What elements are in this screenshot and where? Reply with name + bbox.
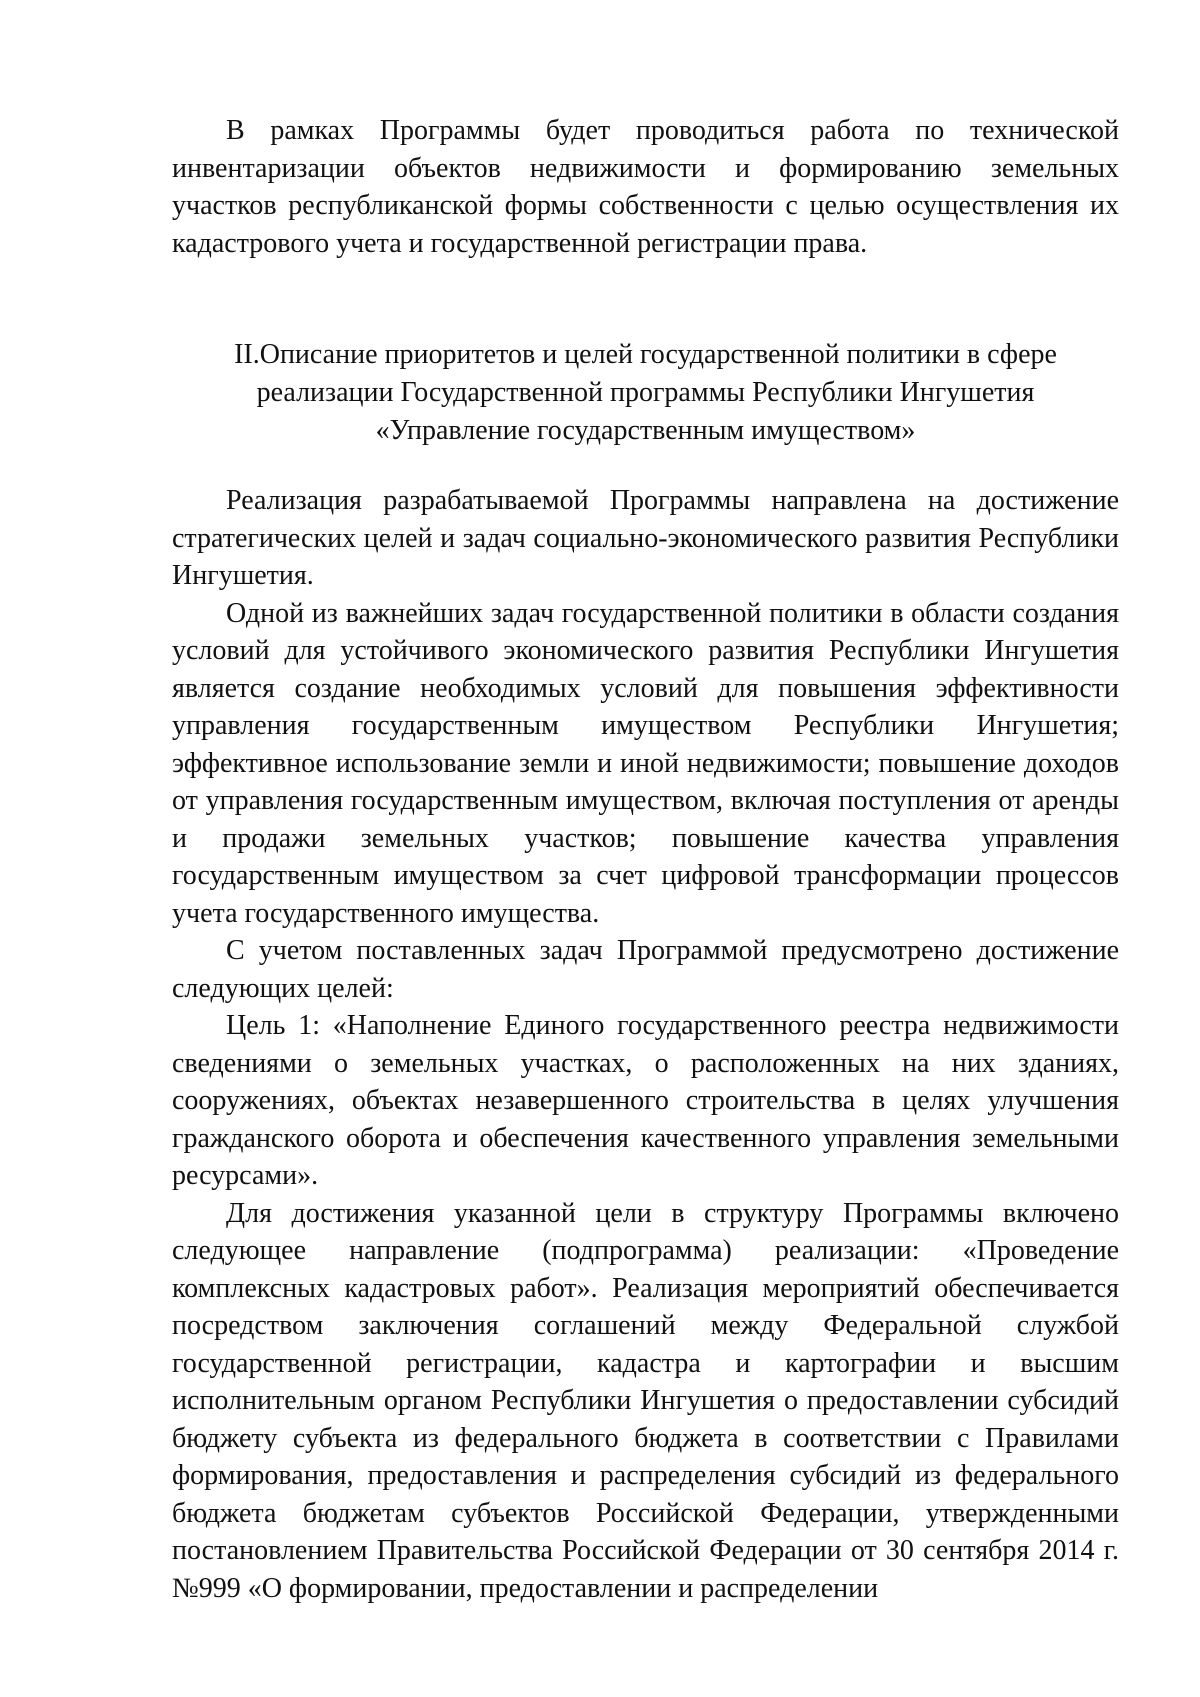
section-heading-line-3: «Управление государственным имуществом» bbox=[375, 415, 916, 446]
paragraph-policy-tasks: Одной из важнейших задач государственной политики в области создания условий для устойчивого экономического развития Республики Ингушетия является создание необходимых условий для повышения эффективности управления государственным имуществом Республики Ингушетия; эффективное использование земли и иной недвижимости; повышение доходов от управления государственным имуществом, включая поступления от аренды и продажи земельных участков; повышение качества управления государственным имуществом за счет цифровой трансформации процессов учета государственного имущества. bbox=[172, 597, 1119, 929]
section-heading bbox=[172, 336, 1119, 450]
paragraph-subprogram: Для достижения указанной цели в структуру Программы включено следующее направление (подпрограмма) реализации: «Проведение комплексных кадастровых работ». Реализация мероприятий обеспечивается посредством заключения соглашений между Федеральной службой государственной регистрации, кадастра и картографии и высшим исполнительным органом Республики Ингушетия о предоставлении субсидий бюджету субъекта из федерального бюджета в соответствии с Правилами формирования, предоставления и распределения субсидий из федерального бюджета бюджетам субъектов Российской Федерации, утвержденными постановлением Правительства Российской Федерации от 30 сентября 2014 г. №999 «О формировании, предоставлении и распределении bbox=[172, 1197, 1119, 1604]
paragraph-program-goal: Реализация разрабатываемой Программы направлена на достижение стратегических целей и задач социально-экономического развития Республики Ингушетия. bbox=[172, 485, 1119, 591]
section-heading-line-1: II.Описание приоритетов и целей государственной политики в сфере bbox=[234, 339, 1057, 370]
intro-paragraph: В рамках Программы будет проводиться работа по технической инвентаризации объектов недвижимости и формированию земельных участков республиканской формы собственности с целью осуществления их кадастрового учета и государственной регистрации права. bbox=[172, 115, 1119, 259]
paragraph-goals-intro: С учетом поставленных задач Программой предусмотрено достижение следующих целей: bbox=[172, 935, 1119, 1004]
paragraph-goal-1: Цель 1: «Наполнение Единого государственного реестра недвижимости сведениями о земельных участках, о расположенных на них зданиях, сооружениях, объектах незавершенного строительства в целях улучшения гражданского оборота и обеспечения качественного управления земельными ресурсами». bbox=[172, 1010, 1119, 1191]
document-page bbox=[172, 112, 1119, 1607]
section-heading-line-2: реализации Государственной программы Республики Ингушетия bbox=[256, 377, 1035, 408]
